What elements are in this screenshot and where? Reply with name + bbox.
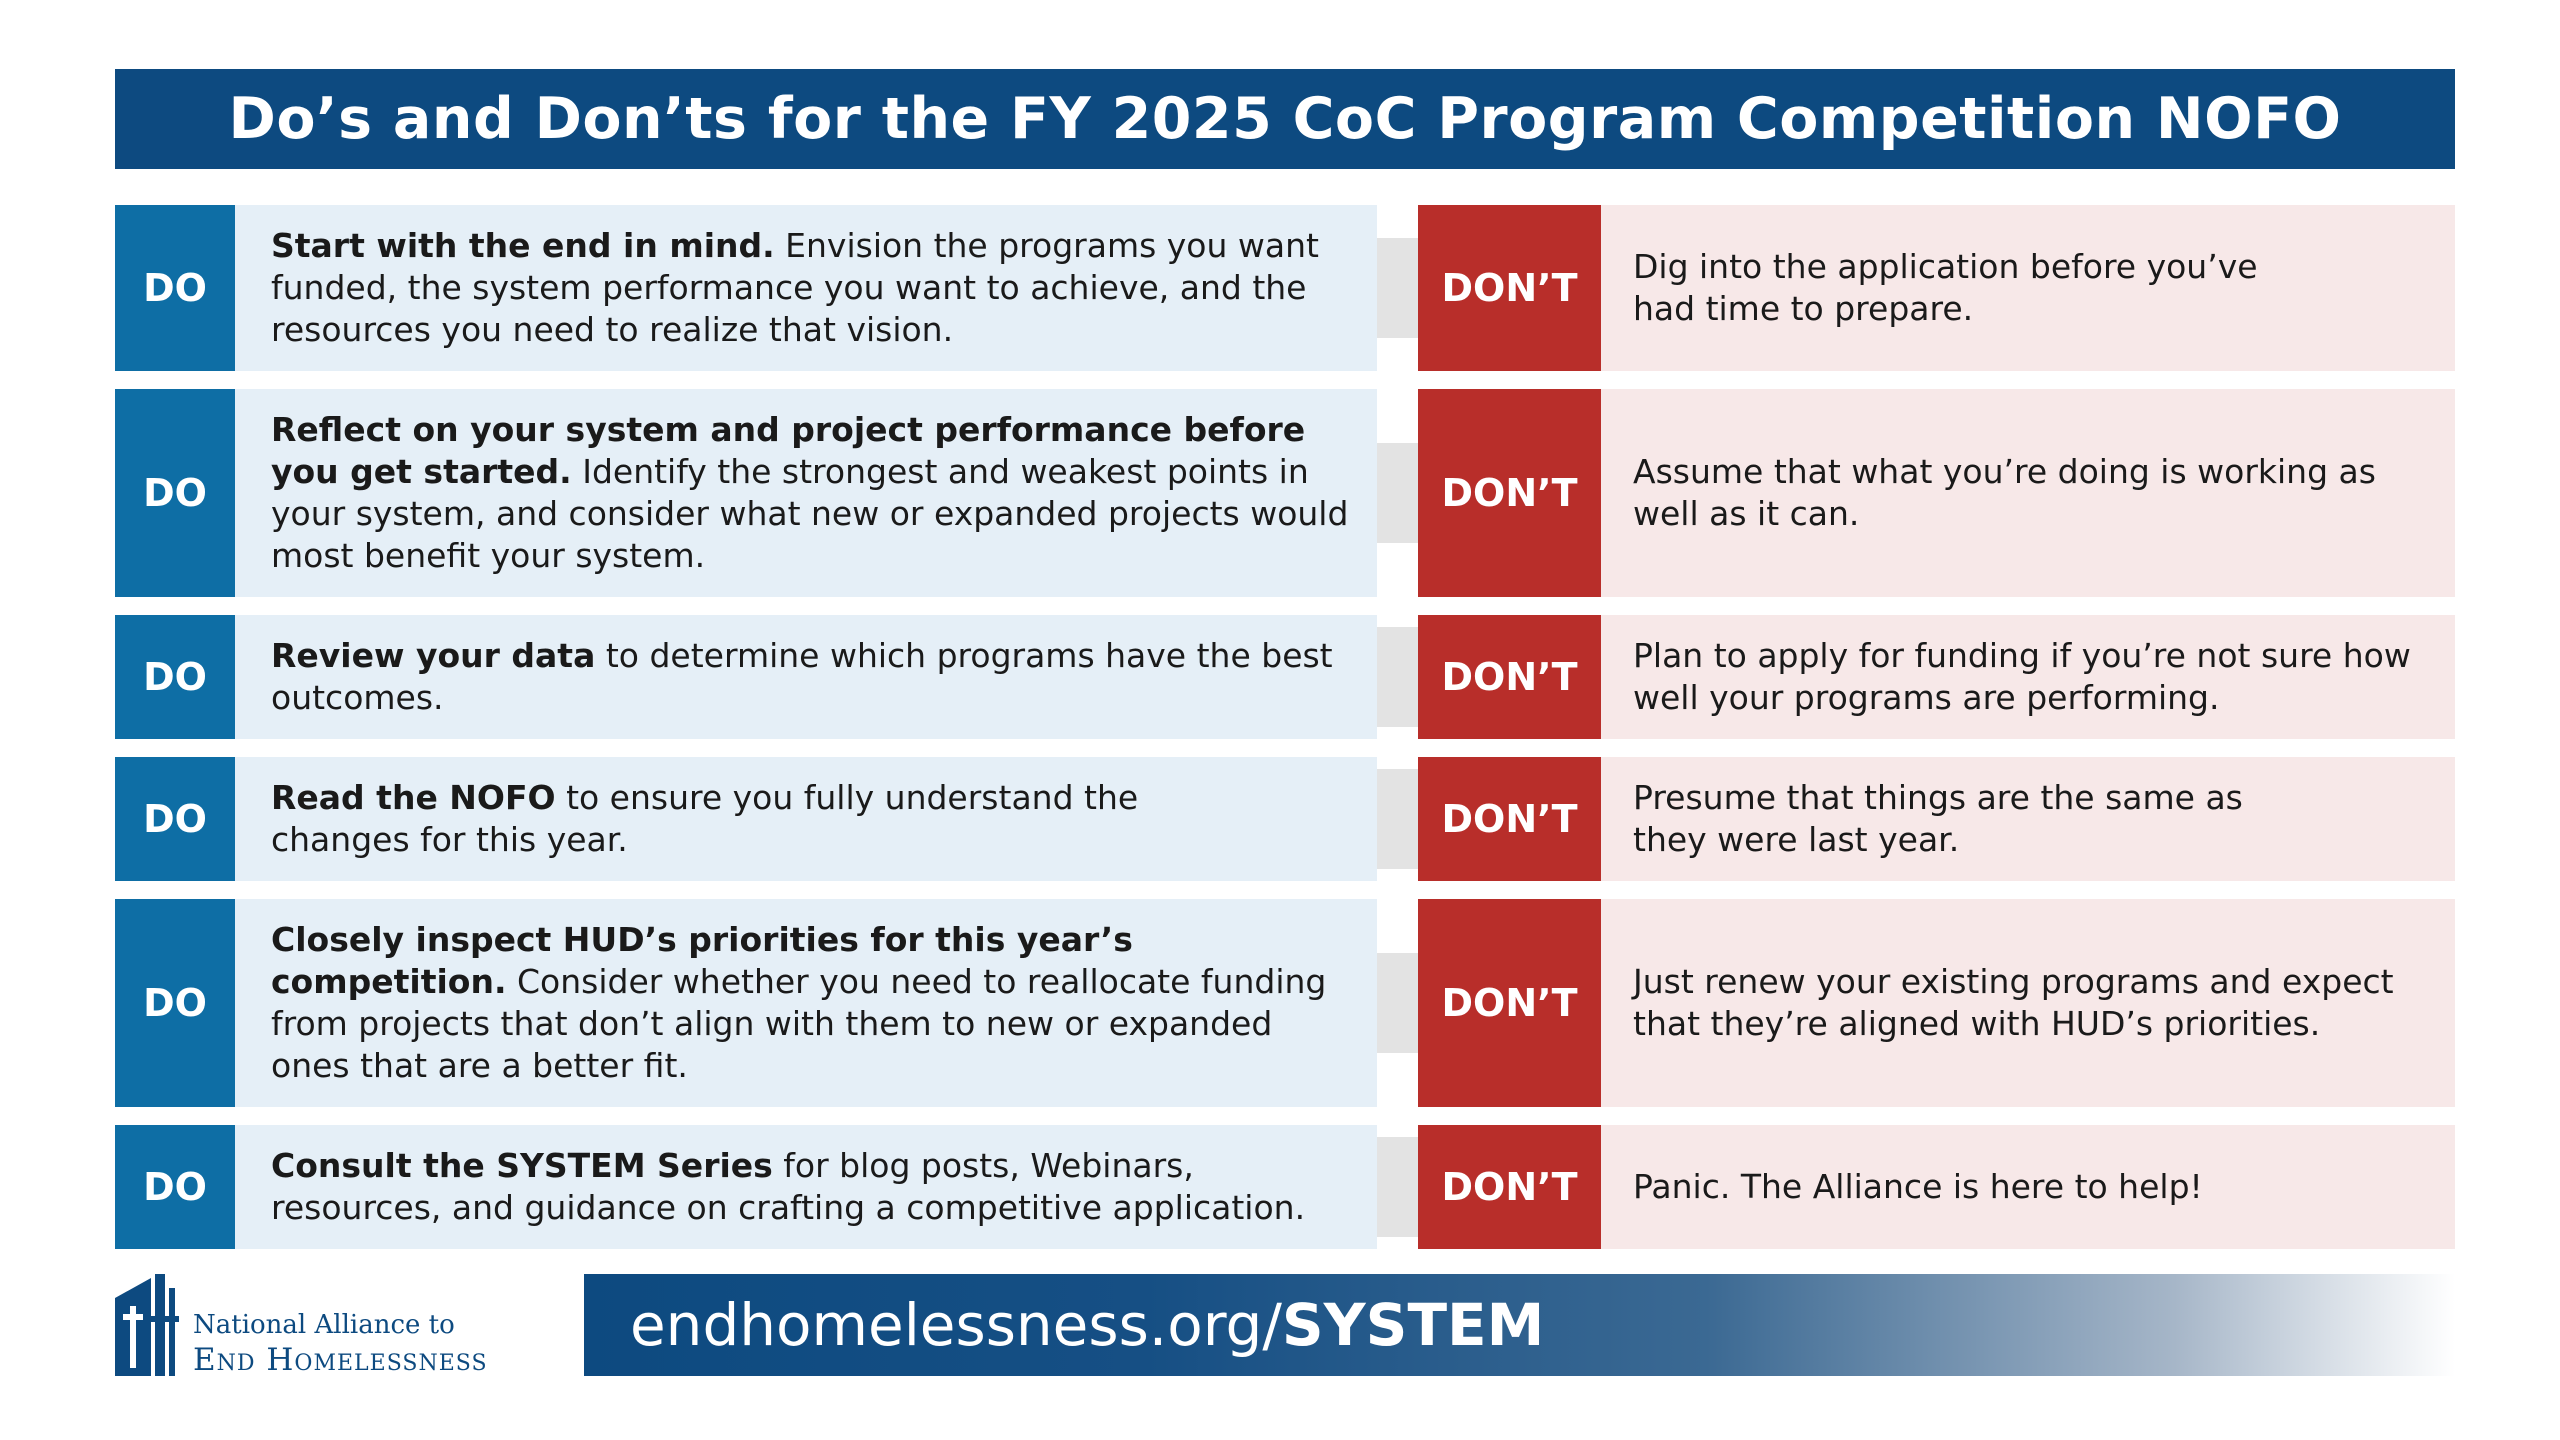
dont-label: DON’T: [1418, 615, 1601, 739]
website-link[interactable]: [584, 1274, 2455, 1376]
dont-text: [1601, 205, 2455, 371]
do-label: DO: [115, 389, 235, 597]
do-text: [235, 757, 1377, 881]
dont-label: DON’T: [1418, 899, 1601, 1107]
dont-text-body: Panic. The Alliance is here to help!: [1633, 1167, 2203, 1206]
do-text-body: Identify the strongest and weakest points in your system, and consider what new or expanded projects would most benefit your system.: [271, 452, 1349, 575]
url-suffix: SYSTEM: [1281, 1291, 1545, 1359]
do-label: DO: [115, 1125, 235, 1249]
dont-text: [1601, 1125, 2455, 1249]
do-text: [235, 205, 1377, 371]
do-text: [235, 389, 1377, 597]
do-label: DO: [115, 899, 235, 1107]
logo-name-line2: End Homelessness: [193, 1342, 488, 1378]
do-label: DO: [115, 615, 235, 739]
dont-cell: [1418, 899, 2455, 1107]
url-prefix: endhomelessness.org/: [630, 1291, 1282, 1359]
do-label: DO: [115, 757, 235, 881]
do-cell: [115, 1125, 1377, 1249]
do-label: DO: [115, 205, 235, 371]
table-row: [115, 205, 2455, 371]
do-text: [235, 615, 1377, 739]
do-text-body: to determine which programs have the best outcomes.: [271, 636, 1333, 717]
row-connector: [1377, 238, 1418, 338]
logo-name-line1: National Alliance to: [193, 1310, 455, 1340]
dont-text-body: Plan to apply for funding if you’re not sure how well your programs are performing.: [1633, 636, 2411, 717]
page-title: Do’s and Don’ts for the FY 2025 CoC Program Competition NOFO: [115, 69, 2455, 169]
do-text-bold: Reflect on your system and project performance before you get started.: [271, 410, 1306, 491]
do-cell: [115, 757, 1377, 881]
do-cell: [115, 389, 1377, 597]
row-connector: [1377, 627, 1418, 727]
dont-text: [1601, 757, 2455, 881]
row-connector: [1377, 953, 1418, 1053]
dont-text-body: Assume that what you’re doing is working as well as it can.: [1633, 452, 2376, 533]
do-text-body: for blog posts, Webinars, resources, and guidance on crafting a competitive application.: [271, 1146, 1306, 1227]
dont-text: [1601, 389, 2455, 597]
dont-label: DON’T: [1418, 389, 1601, 597]
do-text-body: Envision the programs you want funded, the system performance you want to achieve, and the resources you need to realize that vision.: [271, 226, 1319, 349]
row-connector: [1377, 443, 1418, 543]
dont-label: DON’T: [1418, 1125, 1601, 1249]
do-cell: [115, 205, 1377, 371]
alliance-house-icon: [115, 1274, 181, 1376]
do-text: [235, 1125, 1377, 1249]
dont-label: DON’T: [1418, 757, 1601, 881]
dont-text-body: Presume that things are the same as they were last year.: [1633, 778, 2243, 859]
row-connector: [1377, 769, 1418, 869]
dont-cell: [1418, 757, 2455, 881]
do-text-bold: Closely inspect HUD’s priorities for this year’s competition.: [271, 920, 1133, 1001]
dont-label: DON’T: [1418, 205, 1601, 371]
do-text-body: Consider whether you need to reallocate funding from projects that don’t align with them to new or expanded ones that are a better fit.: [271, 962, 1327, 1085]
table-row: [115, 757, 2455, 881]
row-connector: [1377, 1137, 1418, 1237]
do-text-bold: Read the NOFO: [271, 778, 556, 817]
dont-text-body: Dig into the application before you’ve had time to prepare.: [1633, 247, 2258, 328]
table-row: [115, 615, 2455, 739]
table-row: [115, 389, 2455, 597]
dont-cell: [1418, 389, 2455, 597]
do-text: [235, 899, 1377, 1107]
do-text-bold: Review your data: [271, 636, 596, 675]
dont-cell: [1418, 205, 2455, 371]
dont-text: [1601, 899, 2455, 1107]
do-cell: [115, 615, 1377, 739]
dont-text: [1601, 615, 2455, 739]
dont-text-body: Just renew your existing programs and expect that they’re aligned with HUD’s priorities.: [1633, 962, 2394, 1043]
dont-cell: [1418, 1125, 2455, 1249]
do-text-bold: Consult the SYSTEM Series: [271, 1146, 773, 1185]
table-row: [115, 1125, 2455, 1249]
do-text-bold: Start with the end in mind.: [271, 226, 775, 265]
alliance-logo[interactable]: [115, 1274, 535, 1376]
do-cell: [115, 899, 1377, 1107]
table-row: [115, 899, 2455, 1107]
dont-cell: [1418, 615, 2455, 739]
do-text-body: to ensure you fully understand the changes for this year.: [271, 778, 1139, 859]
